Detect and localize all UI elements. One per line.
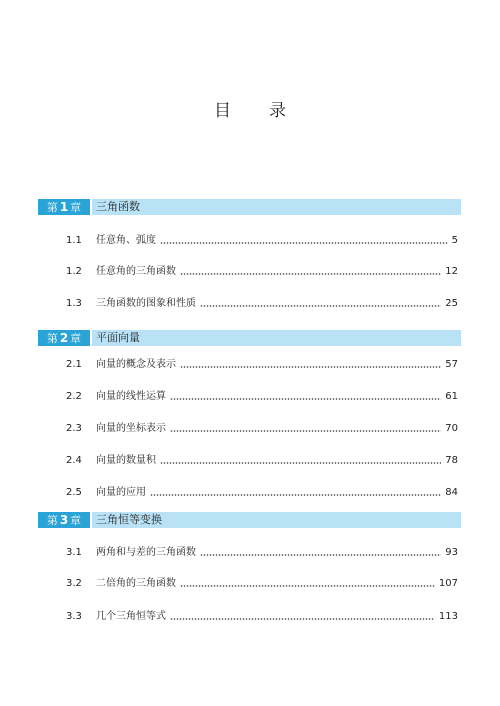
section-number: 2.3: [66, 423, 82, 434]
toc-entry[interactable]: [66, 610, 458, 624]
page-number: 107: [438, 578, 458, 589]
toc-entry[interactable]: [66, 577, 458, 591]
page-number: 84: [445, 487, 458, 498]
chapter-title: 平面向量: [92, 330, 461, 346]
title-char-1: 目: [214, 101, 231, 121]
toc-entry[interactable]: [66, 297, 458, 311]
chapter-title: 三角函数: [92, 199, 461, 215]
dot-leader: [200, 554, 441, 556]
section-title: 向量的线性运算: [96, 391, 166, 402]
chapter-header-2[interactable]: [38, 330, 461, 346]
dot-leader: [150, 494, 441, 496]
section-title: 任意角的三角函数: [96, 266, 176, 277]
title-char-2: 录: [269, 101, 286, 121]
dot-leader: [170, 430, 441, 432]
chapter-title: 三角恒等变换: [92, 512, 461, 528]
dot-leader: [170, 398, 441, 400]
section-number: 2.2: [66, 391, 82, 402]
toc-entry[interactable]: [66, 358, 458, 372]
chapter-number-badge: 第 1 章: [38, 199, 90, 215]
page-number: 93: [445, 547, 458, 558]
page-number: 57: [445, 359, 458, 370]
section-number: 2.1: [66, 359, 82, 370]
page-number: 5: [451, 235, 458, 246]
dot-leader: [180, 366, 441, 368]
page-number: 113: [438, 611, 458, 622]
chapter-number-badge: 第 2 章: [38, 330, 90, 346]
section-number: 2.5: [66, 487, 82, 498]
toc-entry[interactable]: [66, 390, 458, 404]
section-title: 任意角、弧度: [96, 235, 156, 246]
section-title: 向量的坐标表示: [96, 423, 166, 434]
dot-leader: [200, 305, 441, 307]
section-title: 向量的概念及表示: [96, 359, 176, 370]
section-number: 1.3: [66, 298, 82, 309]
section-number: 1.1: [66, 235, 82, 246]
page-number: 78: [445, 455, 458, 466]
section-number: 3.3: [66, 611, 82, 622]
section-title: 几个三角恒等式: [96, 611, 166, 622]
chapter-header-3[interactable]: [38, 512, 461, 528]
section-number: 3.2: [66, 578, 82, 589]
chapter-header-1[interactable]: [38, 199, 461, 215]
section-title: 二倍角的三角函数: [96, 578, 176, 589]
page-title: [0, 96, 500, 121]
section-number: 2.4: [66, 455, 82, 466]
toc-entry[interactable]: [66, 546, 458, 560]
section-title: 向量的数量积: [96, 455, 156, 466]
dot-leader: [160, 462, 441, 464]
page-number: 25: [445, 298, 458, 309]
toc-entry[interactable]: [66, 486, 458, 500]
section-title: 三角函数的图象和性质: [96, 298, 196, 309]
chapter-number-badge: 第 3 章: [38, 512, 90, 528]
toc-entry[interactable]: [66, 454, 458, 468]
section-number: 3.1: [66, 547, 82, 558]
dot-leader: [170, 618, 435, 620]
section-title: 向量的应用: [96, 487, 146, 498]
toc-entry[interactable]: [66, 422, 458, 436]
page-number: 12: [445, 266, 458, 277]
toc-entry[interactable]: [66, 265, 458, 279]
page-number: 61: [445, 391, 458, 402]
dot-leader: [180, 273, 441, 275]
section-title: 两角和与差的三角函数: [96, 547, 196, 558]
section-number: 1.2: [66, 266, 82, 277]
toc-entry[interactable]: [66, 234, 458, 248]
dot-leader: [160, 242, 448, 244]
page-number: 70: [445, 423, 458, 434]
dot-leader: [180, 585, 435, 587]
